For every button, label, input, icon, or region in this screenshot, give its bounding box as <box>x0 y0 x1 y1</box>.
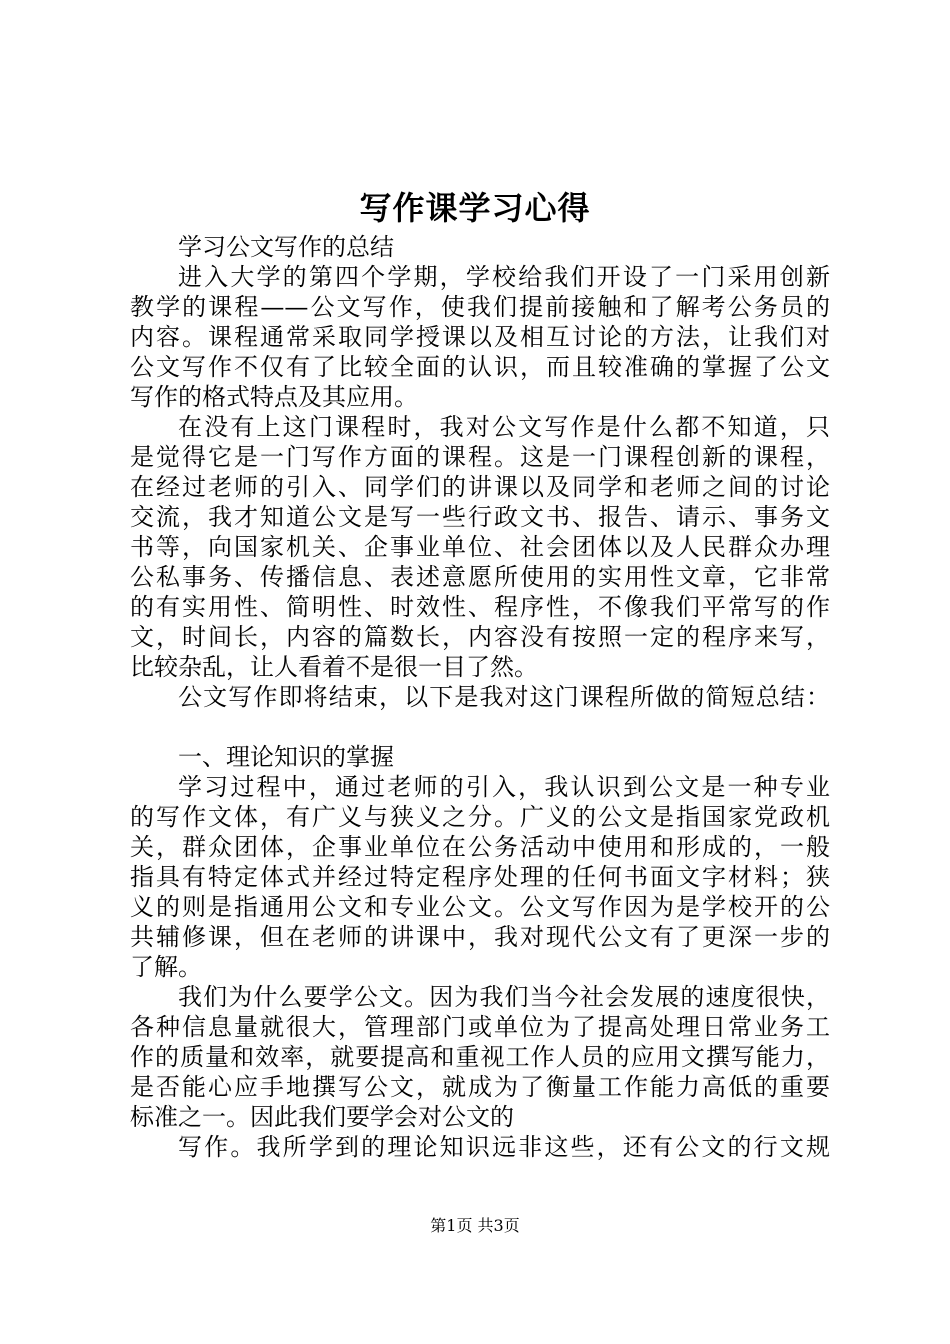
text-line: 在没有上这门课程时，我对公文写作是什么都不知道，只 <box>178 413 830 441</box>
document-body <box>130 232 830 1162</box>
text-line: 是否能心应手地撰写公文，就成为了衡量工作能力高低的重要 <box>130 1073 830 1101</box>
text-line: 义的则是指通用公文和专业公文。公文写作因为是学校开的公 <box>130 893 830 921</box>
text-line: 学习公文写作的总结 <box>178 233 394 261</box>
text-line: 指具有特定体式并经过特定程序处理的任何书面文字材料；狭 <box>130 863 830 891</box>
text-line: 我们为什么要学公文。因为我们当今社会发展的速度很快， <box>178 983 830 1011</box>
text-line: 写作的格式特点及其应用。 <box>130 383 418 411</box>
text-line: 在经过老师的引入、同学们的讲课以及同学和老师之间的讨论 <box>130 473 830 501</box>
text-line: 文，时间长，内容的篇数长，内容没有按照一定的程序来写， <box>130 623 830 651</box>
text-line: 进入大学的第四个学期，学校给我们开设了一门采用创新 <box>178 263 830 291</box>
text-line: 内容。课程通常采取同学授课以及相互讨论的方法，让我们对 <box>130 323 830 351</box>
text-line: 写作。我所学到的理论知识远非这些，还有公文的行文规 <box>178 1133 830 1161</box>
text-line: 共辅修课，但在老师的讲课中，我对现代公文有了更深一步的 <box>130 923 830 951</box>
page-footer: 第1页 共3页 <box>430 1216 520 1235</box>
text-line: 是觉得它是一门写作方面的课程。这是一门课程创新的课程， <box>130 443 830 471</box>
text-line: 作的质量和效率，就要提高和重视工作人员的应用文撰写能力， <box>130 1043 830 1071</box>
text-line: 交流，我才知道公文是写一些行政文书、报告、请示、事务文 <box>130 503 830 531</box>
text-line: 了解。 <box>130 953 202 981</box>
blank-line <box>130 712 830 742</box>
section-heading: 一、理论知识的掌握 <box>178 743 394 771</box>
text-line: 公文写作不仅有了比较全面的认识，而且较准确的掌握了公文 <box>130 353 830 381</box>
text-line: 学习过程中，通过老师的引入，我认识到公文是一种专业 <box>178 773 830 801</box>
text-line: 的写作文体，有广义与狭义之分。广义的公文是指国家党政机 <box>130 803 830 831</box>
text-line: 公私事务、传播信息、表述意愿所使用的实用性文章，它非常 <box>130 563 830 591</box>
text-line: 公文写作即将结束，以下是我对这门课程所做的简短总结： <box>178 683 830 711</box>
text-line: 标准之一。因此我们要学会对公文的 <box>130 1103 514 1131</box>
text-line: 教学的课程——公文写作，使我们提前接触和了解考公务员的 <box>130 293 830 321</box>
text-line: 比较杂乱，让人看着不是很一目了然。 <box>130 653 538 681</box>
text-line: 的有实用性、简明性、时效性、程序性，不像我们平常写的作 <box>130 593 830 621</box>
document-title: 写作课学习心得 <box>359 189 591 227</box>
text-line: 关，群众团体，企事业单位在公务活动中使用和形成的，一般 <box>130 833 830 861</box>
text-line: 书等，向国家机关、企事业单位、社会团体以及人民群众办理 <box>130 533 830 561</box>
text-line: 各种信息量就很大，管理部门或单位为了提高处理日常业务工 <box>130 1013 830 1041</box>
